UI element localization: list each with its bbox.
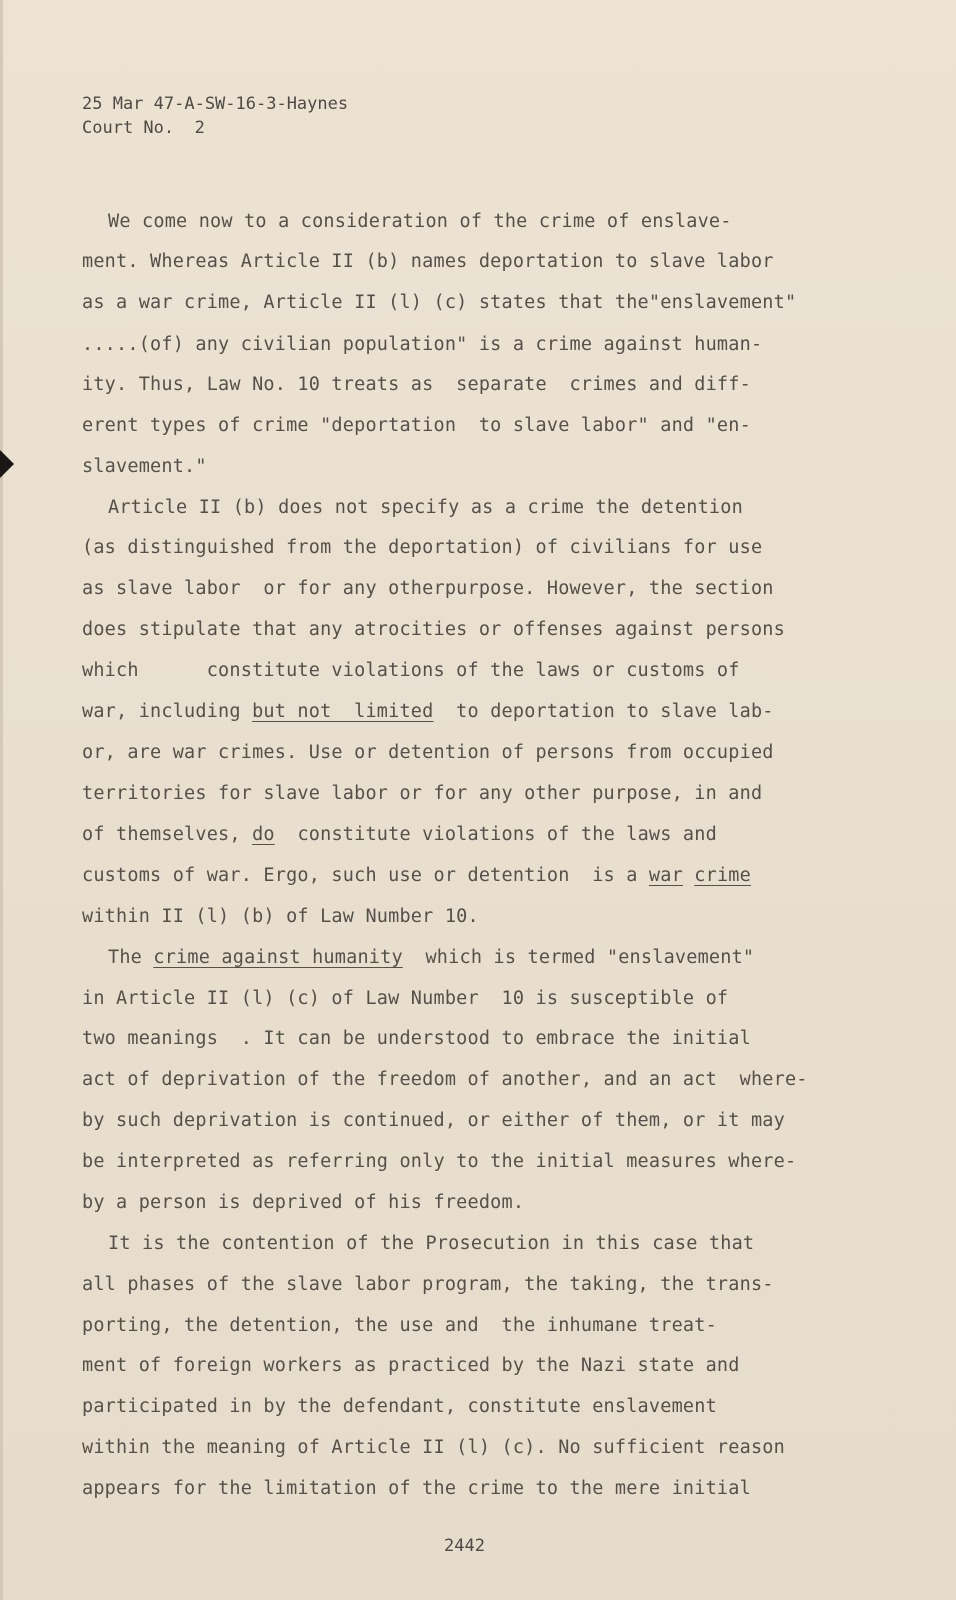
body-line: It is the contention of the Prosecution in this case that: [108, 1233, 755, 1254]
underlined-text: crime: [694, 865, 751, 886]
binding-notch: [0, 450, 14, 478]
body-line: Article II (b) does not specify as a crime the detention: [108, 497, 743, 518]
body-line: ment. Whereas Article II (b) names deportation to slave labor: [82, 251, 774, 272]
body-line: participated in by the defendant, constitute enslavement: [82, 1396, 717, 1417]
underlined-text: but not limited: [252, 701, 434, 722]
body-line: We come now to a consideration of the crime of enslave-: [108, 211, 732, 232]
body-line: does stipulate that any atrocities or offenses against persons: [82, 619, 785, 640]
body-line: as slave labor or for any otherpurpose. However, the section: [82, 578, 774, 599]
body-line: act of deprivation of the freedom of another, and an act where-: [82, 1069, 808, 1090]
body-line: .....(of) any civilian population" is a crime against human-: [82, 334, 763, 355]
body-line: by a person is deprived of his freedom.: [82, 1192, 525, 1213]
page-edge: [0, 0, 3, 1600]
body-line: porting, the detention, the use and the inhumane treat-: [82, 1315, 717, 1336]
body-line: by such deprivation is continued, or either of them, or it may: [82, 1110, 785, 1131]
body-line: within the meaning of Article II (l) (c). No sufficient reason: [82, 1437, 785, 1458]
body-line: all phases of the slave labor program, the taking, the trans-: [82, 1274, 774, 1295]
document-header: [82, 92, 348, 140]
text-run: The: [108, 947, 154, 968]
body-line: be interpreted as referring only to the initial measures where-: [82, 1151, 797, 1172]
body-line: as a war crime, Article II (l) (c) states that the"enslavement": [82, 292, 797, 313]
body-line: [108, 947, 754, 969]
body-line: ity. Thus, Law No. 10 treats as separate crimes and diff-: [82, 374, 751, 395]
underlined-text: crime against humanity: [153, 947, 403, 968]
body-line: two meanings . It can be understood to embrace the initial: [82, 1028, 751, 1049]
text-run: [683, 865, 694, 886]
text-run: war, including: [82, 701, 253, 722]
page-number: 2442: [444, 1536, 485, 1556]
body-line: or, are war crimes. Use or detention of persons from occupied: [82, 742, 774, 763]
body-line: erent types of crime "deportation to slave labor" and "en-: [82, 415, 751, 436]
underlined-text: war: [648, 865, 683, 886]
body-line: in Article II (l) (c) of Law Number 10 is susceptible of: [82, 988, 729, 1009]
text-run: of themselves,: [82, 824, 253, 845]
body-line: [82, 865, 751, 887]
body-line: territories for slave labor or for any other purpose, in and: [82, 783, 763, 804]
body-line: slavement.": [82, 456, 207, 477]
body-line: appears for the limitation of the crime to the mere initial: [82, 1478, 751, 1499]
body-line: within II (l) (b) of Law Number 10.: [82, 906, 479, 927]
text-run: constitute violations of the laws and: [274, 824, 717, 845]
header-line-1: 25 Mar 47-A-SW-16-3-Haynes: [82, 94, 349, 114]
underlined-text: do: [252, 824, 275, 845]
body-line: ment of foreign workers as practiced by the Nazi state and: [82, 1355, 740, 1376]
body-line: [82, 824, 717, 846]
body-line: which constitute violations of the laws or customs of: [82, 660, 740, 681]
body-line: [82, 701, 774, 723]
body-line: (as distinguished from the deportation) of civilians for use: [82, 537, 763, 558]
text-run: to deportation to slave lab-: [433, 701, 774, 722]
header-line-2: Court No. 2: [82, 118, 205, 138]
text-run: customs of war. Ergo, such use or detention is a: [82, 865, 649, 886]
text-run: which is termed "enslavement": [402, 947, 755, 968]
